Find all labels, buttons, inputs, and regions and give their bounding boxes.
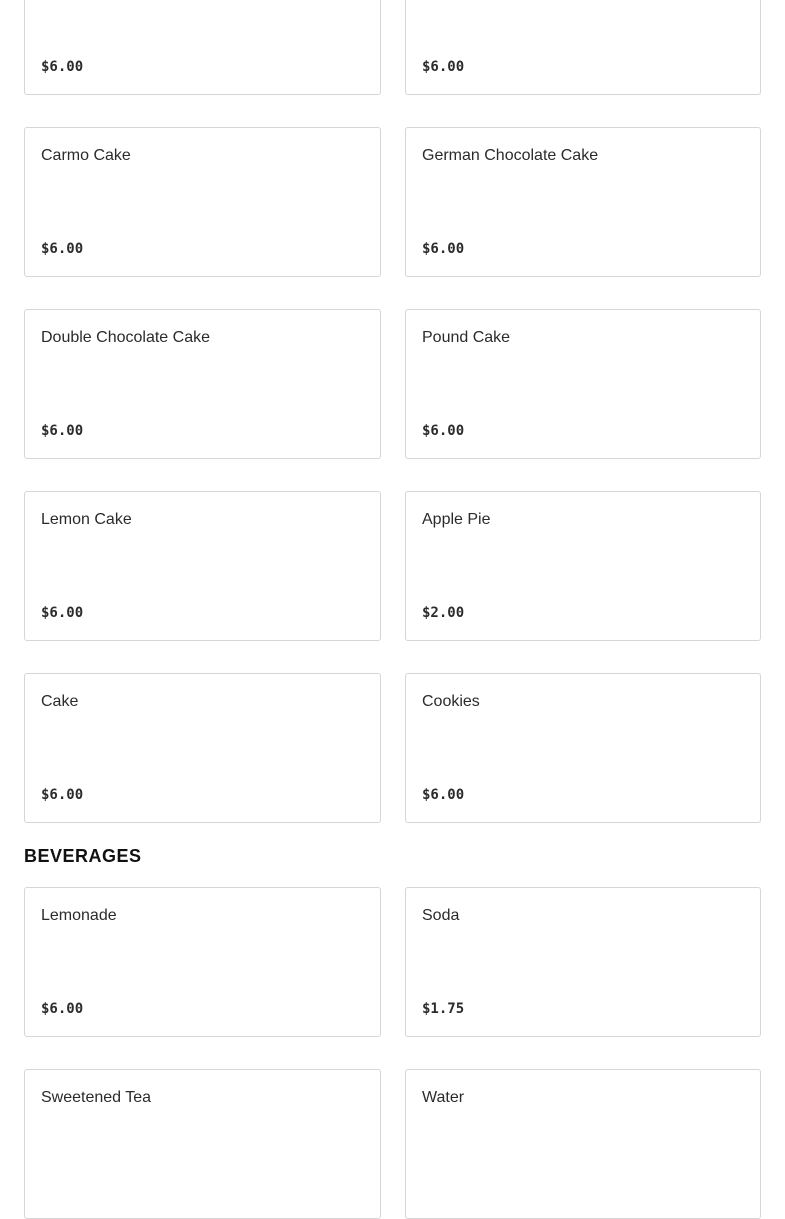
menu-item-card[interactable] (24, 127, 381, 277)
menu-item-name: Lemonade (41, 907, 117, 924)
menu-item-card[interactable] (405, 673, 761, 823)
section-title-beverages: BEVERAGES (24, 846, 142, 866)
menu-item-card[interactable] (405, 1069, 761, 1219)
beverages-grid (24, 887, 761, 1219)
menu-item-name: Sweetened Tea (41, 1089, 152, 1106)
menu-item-price: $6.00 (422, 59, 465, 75)
menu-item-price: $6.00 (422, 787, 465, 803)
menu-item-name: Lemon Cake (41, 511, 132, 528)
menu-item-name: Double Chocolate Cake (41, 329, 210, 346)
menu-item-name: Apple Pie (422, 511, 491, 528)
menu-item-card[interactable] (405, 887, 761, 1037)
menu-item-name: Cake (41, 693, 79, 710)
menu-item-price: $6.00 (41, 787, 84, 803)
menu-item-name: Soda (422, 907, 460, 924)
menu-item-price: $6.00 (41, 605, 84, 621)
menu-item-card[interactable] (405, 309, 761, 459)
menu-item-price: $6.00 (422, 241, 465, 257)
menu-item-name: German Chocolate Cake (422, 147, 599, 164)
menu-item-price: $6.00 (41, 1001, 84, 1017)
menu-item-card[interactable] (24, 0, 381, 95)
menu-item-name: Pound Cake (422, 329, 511, 346)
menu-item-card[interactable] (24, 673, 381, 823)
menu-item-card[interactable] (24, 491, 381, 641)
menu-item-name: Carmo Cake (41, 147, 131, 164)
menu-item-price: $6.00 (41, 423, 84, 439)
menu-item-price: $6.00 (41, 241, 84, 257)
menu-item-card[interactable] (405, 0, 761, 95)
menu-item-price: $1.75 (422, 1001, 465, 1017)
menu-item-price: $6.00 (422, 423, 465, 439)
menu-item-price: $2.00 (422, 605, 465, 621)
menu-item-card[interactable] (24, 309, 381, 459)
menu-item-name: Cookies (422, 693, 480, 710)
menu-item-card[interactable] (405, 491, 761, 641)
menu-item-name: Water (422, 1089, 465, 1106)
menu-item-card[interactable] (24, 1069, 381, 1219)
menu-item-price: $6.00 (41, 59, 84, 75)
menu-item-card[interactable] (24, 887, 381, 1037)
menu-item-card[interactable] (405, 127, 761, 277)
dessert-grid (24, 0, 761, 823)
